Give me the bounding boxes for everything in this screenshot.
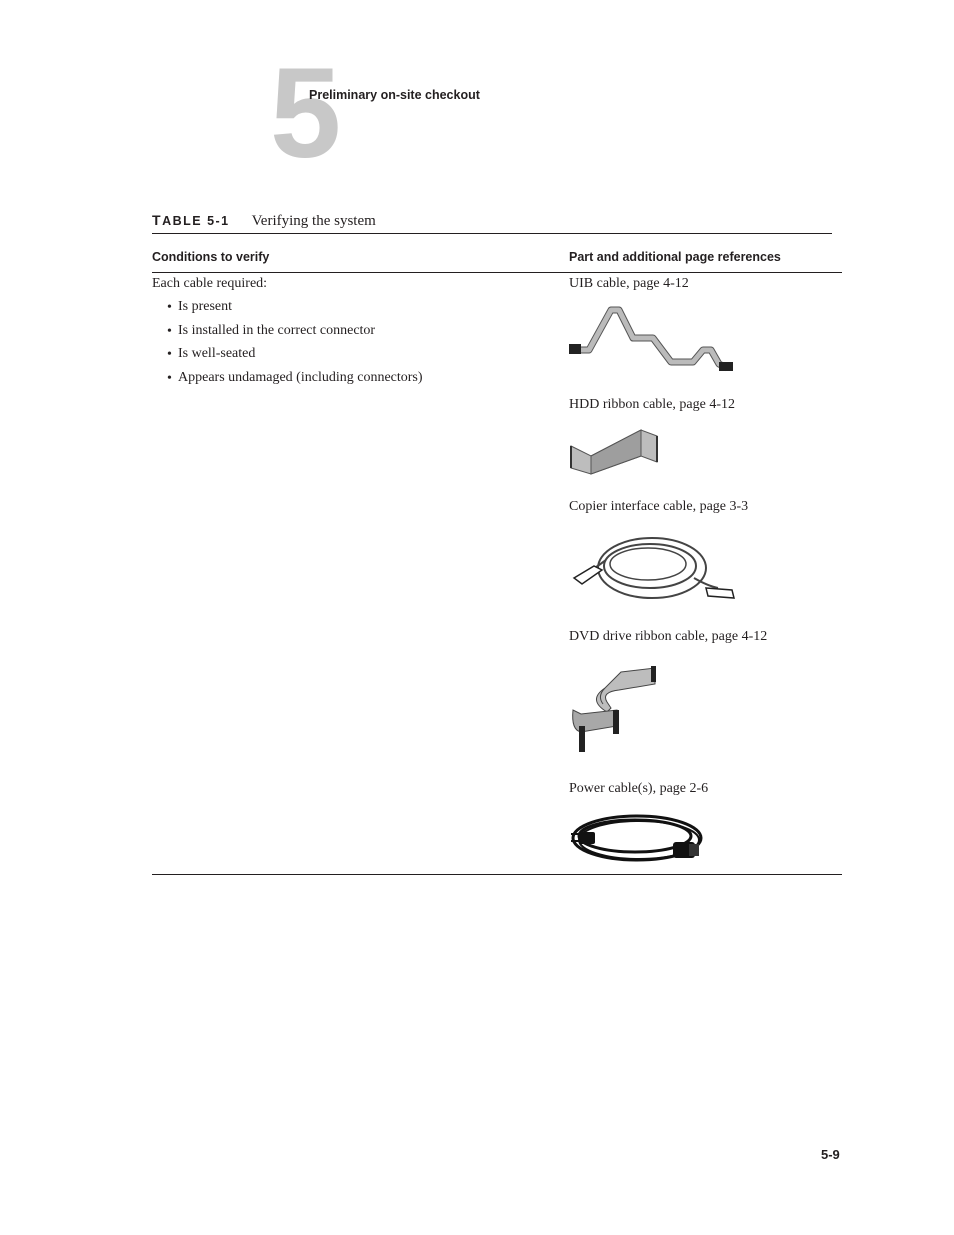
reference-power-cable: Power cable(s), page 2-6 xyxy=(569,781,709,796)
uib-cable-icon xyxy=(567,304,737,374)
column-header-conditions: Conditions to verify xyxy=(152,250,270,264)
page-number: 5-9 xyxy=(821,1147,840,1162)
bullet-marker: • xyxy=(167,324,172,339)
condition-item: Is present xyxy=(178,299,233,314)
chapter-number: 5 xyxy=(270,42,338,185)
bullet-marker: • xyxy=(167,300,172,315)
condition-item: Is installed in the correct connector xyxy=(178,323,376,338)
conditions-intro: Each cable required: xyxy=(152,276,268,291)
bullet-marker: • xyxy=(167,347,172,362)
column-header-references: Part and additional page references xyxy=(569,250,781,264)
table-caption-text: Verifying the system xyxy=(251,213,376,229)
power-cable-icon xyxy=(569,810,711,870)
reference-copier-interface-cable: Copier interface cable, page 3-3 xyxy=(569,499,749,514)
table-label: TABLE 5-1 xyxy=(152,212,230,228)
table-bottom-rule xyxy=(152,874,842,875)
chapter-title: Preliminary on-site checkout xyxy=(309,88,480,102)
caption-rule xyxy=(152,233,832,234)
dvd-ribbon-cable-icon xyxy=(567,660,662,755)
bullet-marker: • xyxy=(167,371,172,386)
hdd-ribbon-cable-icon xyxy=(567,426,662,478)
condition-item: Is well-seated xyxy=(178,346,256,361)
reference-dvd-ribbon-cable: DVD drive ribbon cable, page 4-12 xyxy=(569,629,768,644)
reference-hdd-ribbon-cable: HDD ribbon cable, page 4-12 xyxy=(569,397,736,412)
table-caption xyxy=(152,212,376,230)
condition-item: Appears undamaged (including connectors) xyxy=(178,370,423,385)
reference-uib-cable: UIB cable, page 4-12 xyxy=(569,276,689,291)
header-rule xyxy=(152,272,842,273)
copier-interface-cable-icon xyxy=(572,530,740,604)
